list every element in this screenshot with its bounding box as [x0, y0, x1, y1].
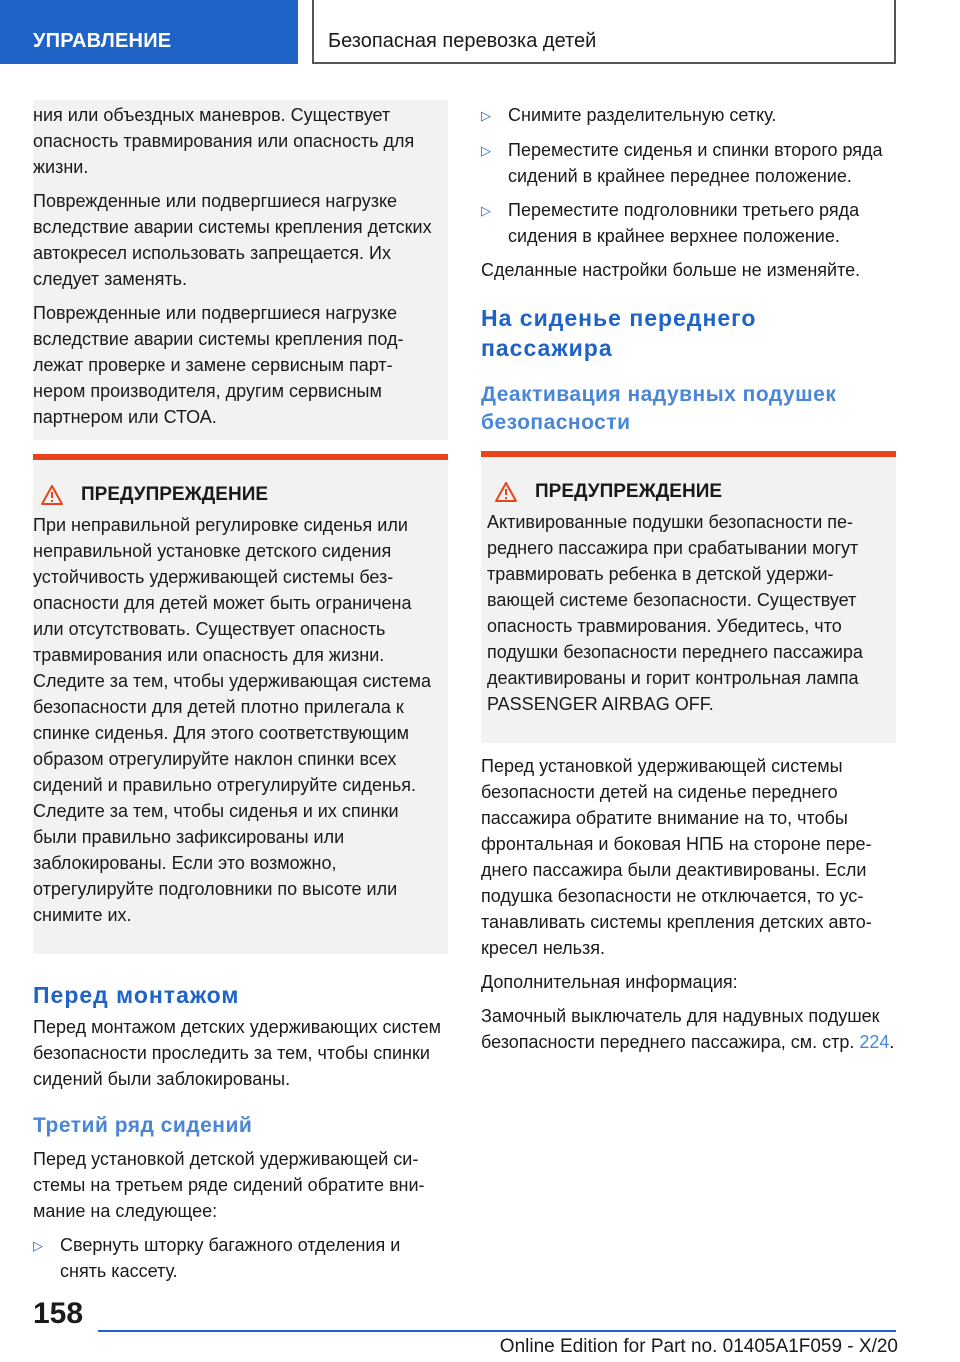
page-reference-link[interactable]: 224 — [859, 1032, 890, 1052]
warning-box-right — [481, 451, 896, 743]
paragraph-additional-info: Дополнительная информация: — [481, 972, 738, 992]
warning-text: При неправильной регулировке сиденья или неправильной установке детского сидения устойчивость удерживающей системы безопасности для детей может быть ограничена или отсутствовать. Существует опасность травмирования или опасность для жизни. Следите за тем, чтобы удерживающая система безопасности для детей плотно прилегала к спинке сиденья. Для этого соответствующим образом отрегулируйте наклон спинки всех сидений и правильно отрегулируйте сиденья. Следите за тем, чтобы сиденья и их спинки были правильно зафиксированы или заблокированы. Если это возможно, отрегулируйте подголовники по высоте или снимите их. — [33, 515, 432, 925]
paragraph-third-row: Перед установкой детской удерживающей системы на третьем ряде сидений обратите внимание на следующее: — [33, 1149, 425, 1221]
warning-heading — [487, 479, 888, 505]
heading-before-installation: Перед монтажом — [33, 982, 240, 1008]
heading-third-row: Третий ряд сидений — [33, 1114, 253, 1137]
paragraph-install-front: Перед установкой удерживающей системы безопасности детей на сиденье переднего пассажира обратите внимание на то, чтобы фронтальная и боковая НПБ на стороне переднего пассажира были деактивированы. Если подушка безопасности не отключается, то устанавливать системы крепления детских автокресел нельзя. — [481, 756, 872, 958]
footer-edition: Online Edition for Part no. 01405A1F059 - X/20 — [499, 1336, 898, 1357]
triangle-bullet-icon: ▷ — [481, 143, 491, 158]
triangle-bullet-icon: ▷ — [33, 1238, 43, 1253]
box-paragraph: Поврежденные или подвергшиеся нагрузке вследствие аварии системы крепления детских автокресел использовать запрещается. Их следует заменять. — [33, 191, 432, 289]
sentence-end: . — [889, 1032, 895, 1052]
list-item-text: Свернуть шторку багажного отделения и снять кассету. — [60, 1235, 401, 1281]
heading-front-passenger: На сиденье переднего пассажира — [481, 305, 757, 361]
paragraph-key-switch — [481, 1003, 896, 1055]
box-paragraph: ния или объездных маневров. Существует опасность травмирования или опасность для жизни. — [33, 105, 415, 177]
list-item — [481, 102, 896, 129]
warning-title: ПРЕДУПРЕЖДЕНИЕ — [535, 481, 723, 502]
paragraph-settings: Сделанные настройки больше не изменяйте. — [481, 260, 861, 280]
warning-triangle-icon — [495, 482, 517, 502]
info-box-continued — [33, 100, 448, 440]
footer-divider — [98, 1330, 896, 1332]
right-column — [481, 100, 896, 1055]
list-item-text: Переместите подголовники третьего ряда сидения в крайнее верхнее положение. — [508, 200, 860, 246]
warning-text: Активированные подушки безопасности переднего пассажира при срабатывании могут травмировать ребенка в детской удерживающей системе безопасности. Существует опасность травмирования. Убедитесь, что подушки безопасности переднего пассажира деактивированы и горит контрольная лампа PASSENGER AIRBAG OFF. — [487, 512, 863, 714]
paragraph-before-installation: Перед монтажом детских удерживающих систем безопасности проследить за тем, чтобы спинки сидений были заблокированы. — [33, 1017, 442, 1089]
heading-airbag-deactivation: Деактивация надувных подушек безопасности — [481, 383, 837, 434]
left-column — [33, 100, 448, 1284]
section-tab: УПРАВЛЕНИЕ — [0, 0, 298, 64]
list-item — [481, 197, 896, 249]
key-switch-text: Замочный выключатель для надувных подушек безопасности переднего пассажира, см. стр. — [481, 1006, 880, 1052]
list-item — [33, 1232, 448, 1284]
triangle-bullet-icon: ▷ — [481, 203, 491, 218]
list-item-text: Переместите сиденья и спинки второго ряда сидений в крайнее переднее положение. — [508, 140, 883, 186]
page-number: 158 — [33, 1297, 84, 1330]
page-header-title: Безопасная перевозка детей — [312, 0, 896, 64]
warning-heading — [33, 482, 440, 508]
triangle-bullet-icon: ▷ — [481, 108, 491, 123]
list-item — [481, 137, 896, 189]
list-item-text: Снимите разделительную сетку. — [508, 105, 777, 125]
warning-triangle-icon — [41, 485, 63, 505]
box-paragraph: Поврежденные или подвергшиеся нагрузке вследствие аварии системы крепления подлежат проверке и замене сервисным партнером производителя, другим сервисным партнером или СТОА. — [33, 303, 404, 427]
warning-title: ПРЕДУПРЕЖДЕНИЕ — [81, 484, 269, 505]
warning-box-left — [33, 454, 448, 954]
